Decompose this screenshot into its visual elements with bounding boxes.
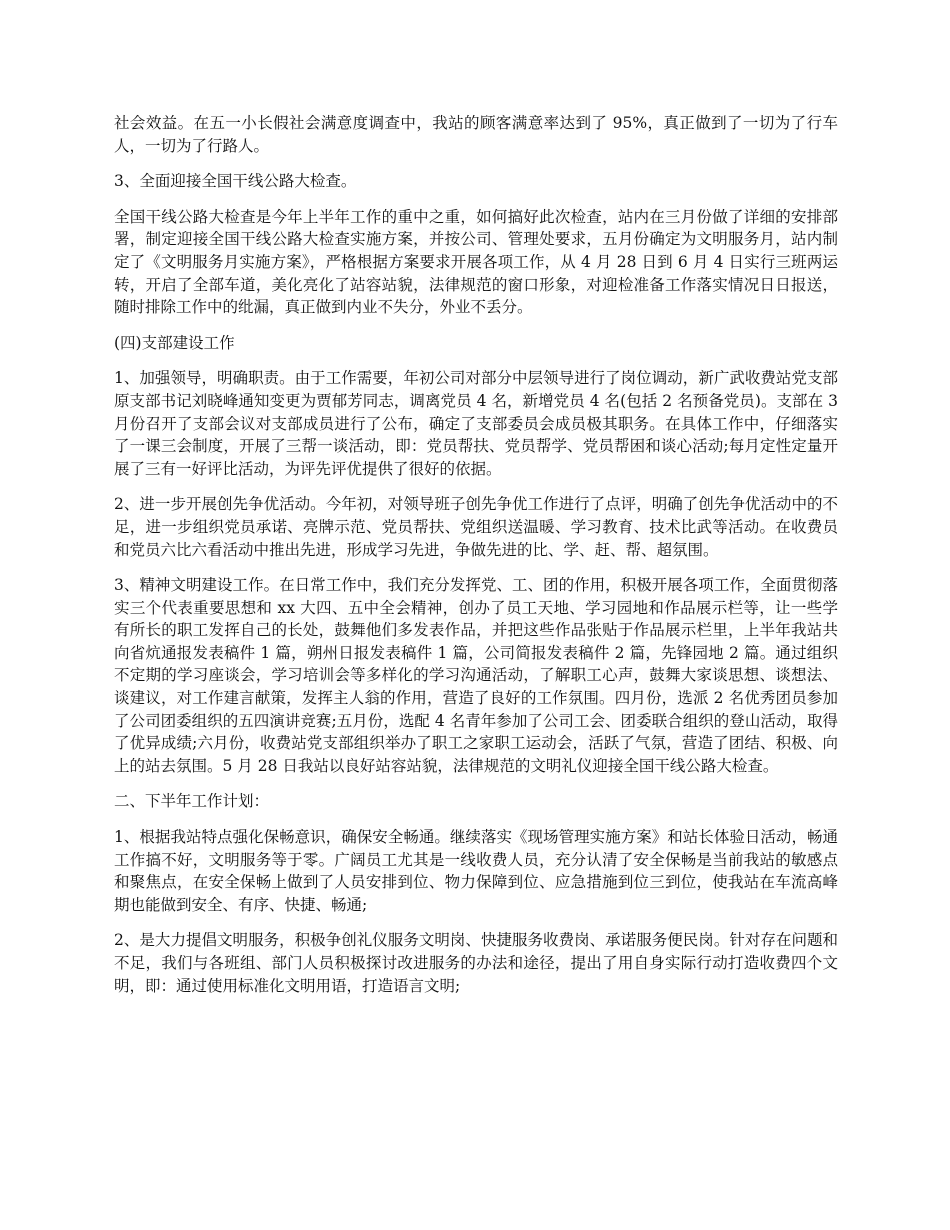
paragraph-social-benefit: 社会效益。在五一小长假社会满意度调查中，我站的顾客满意率达到了 95%，真正做到了一切为了行车人，一切为了行路人。 — [114, 114, 838, 155]
paragraph-inspection-detail: 全国干线公路大检查是今年上半年工作的重中之重，如何搞好此次检查，站内在三月份做了详细的安排部署，制定迎接全国干线公路大检查实施方案，并按公司、管理处要求，五月份确定为文明服务月，站内制定了《文明服务月实施方案》，严格根据方案要求开展各项工作，从 4 月 28 日到 6 月 4 日实行三班两运转，开启了全部车道，美化亮化了站容站貌，法律规范的窗口形象，对迎检准备工作落实情况日日报送，随时排除工作中的纰漏，真正做到内业不失分，外业不丢分。 — [114, 207, 838, 317]
paragraph-excellence-activity: 2、进一步开展创先争优活动。今年初，对领导班子创先争优工作进行了点评，明确了创先争优活动中的不足，进一步组织党员承诺、亮牌示范、党员帮扶、党组织送温暖、学习教育、技术比武等活动。在收费员和党员六比六看活动中推出先进，形成学习先进，争做先进的比、学、赶、帮、超氛围。 — [114, 495, 838, 559]
paragraph-civilization-building: 3、精神文明建设工作。在日常工作中，我们充分发挥党、工、团的作用，积极开展各项工作，全面贯彻落实三个代表重要思想和 xx 大四、五中全会精神，创办了员工天地、学习园地和作品展示栏等，让一些学有所长的职工发挥自己的长处，鼓舞他们多发表作品，并把这些作品张贴于作品展示栏里，上半年我站共向省炕通报发表稿件 1 篇，朔州日报发表稿件 1 篇，公司简报发表稿件 2 篇，先锋园地 2 篇。通过组织不定期的学习座谈会，学习培训会等多样化的学习沟通活动，了解职工心声，鼓舞大家谈思想、谈想法、谈建议，对工作建言献策，发挥主人翁的作用，营造了良好的工作氛围。四月份，选派 2 名优秀团员参加了公司团委组织的五四演讲竞赛;五月份，选配 4 名青年参加了公司工会、团委联合组织的登山活动，取得了优异成绩;六月份，收费站党支部组织举办了职工之家职工运动会，活跃了气氛，营造了团结、积极、向上的站去氛围。5 月 28 日我站以良好站容站貌，法律规范的文明礼仪迎接全国干线公路大检查。 — [114, 576, 838, 775]
section-heading-branch-building: (四)支部建设工作 — [114, 333, 235, 352]
paragraph-heading-inspection: 3、全面迎接全国干线公路大检查。 — [114, 172, 357, 191]
document-page — [114, 112, 838, 1010]
section-heading-second-half-plan: 二、下半年工作计划： — [114, 792, 270, 811]
paragraph-civilized-service: 2、是大力提倡文明服务，积极争创礼仪服务文明岗、快捷服务收费岗、承诺服务便民岗。针对存在问题和不足，我们与各班组、部门人员积极探讨改进服务的办法和途径，提出了用自身实际行动打造收费四个文明，即：通过使用标准化文明用语，打造语言文明; — [114, 931, 838, 995]
paragraph-leadership: 1、加强领导，明确职责。由于工作需要，年初公司对部分中层领导进行了岗位调动，新广武收费站党支部原支部书记刘晓峰通知变更为贾郁芳同志，调离党员 4 名，新增党员 4 名(包括 2 名预备党员)。支部在 3 月份召开了支部会议对支部成员进行了公布，确定了支部委员会成员极其职务。在具体工作中，仔细落实了一课三会制度，开展了三帮一谈活动，即：党员帮扶、党员帮学、党员帮困和谈心活动;每月定性定量开展了三有一好评比活动，为评先评优提供了很好的依据。 — [114, 369, 838, 478]
paragraph-safety-awareness: 1、根据我站特点强化保畅意识，确保安全畅通。继续落实《现场管理实施方案》和站长体验日活动，畅通工作搞不好，文明服务等于零。广阔员工尤其是一线收费人员，充分认清了安全保畅是当前我站的敏感点和聚焦点，在安全保畅上做到了人员安排到位、物力保障到位、应急措施到位三到位，使我站在车流高峰期也能做到安全、有序、快捷、畅通; — [114, 828, 838, 914]
